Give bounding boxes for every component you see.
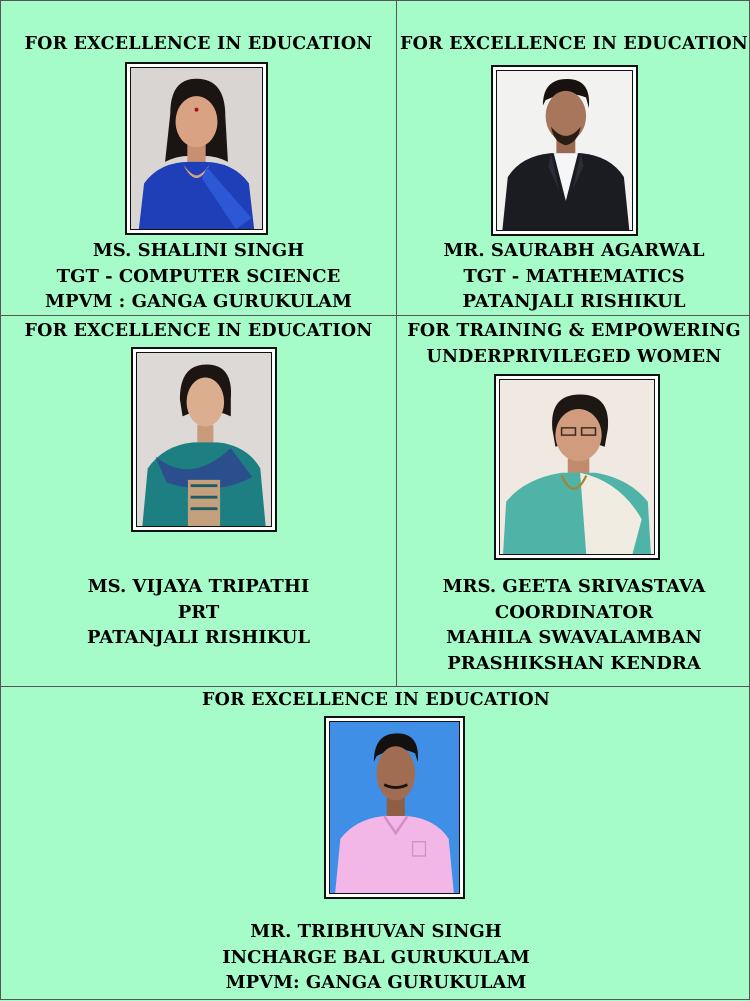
awardee-details	[397, 238, 750, 315]
awardee-institution: PATANJALI RISHIKUL	[86, 627, 311, 648]
award-card-shalini-singh	[1, 1, 397, 316]
award-card-vijaya-tripathi	[1, 316, 397, 687]
awardee-role: INCHARGE BAL GURUKULAM	[222, 946, 530, 968]
award-card-geeta-srivastava	[397, 316, 750, 687]
awardee-role: PRT	[177, 601, 220, 623]
awardee-details	[1, 238, 396, 315]
award-heading-line: FOR EXCELLENCE IN EDUCATION	[400, 34, 748, 54]
awardee-details	[1, 574, 396, 651]
portrait-man-dark-suit-icon	[496, 70, 633, 231]
awardee-institution: PATANJALI RISHIKUL	[462, 291, 686, 312]
awardee-name: MS. SHALINI SINGH	[92, 240, 305, 261]
portrait-photo	[125, 62, 268, 235]
award-heading	[1, 687, 750, 713]
award-heading-line: UNDERPRIVILEGED WOMEN	[426, 347, 722, 367]
award-heading	[1, 318, 396, 344]
portrait-man-pink-shirt-icon	[329, 721, 460, 894]
awardee-institution: MAHILA SWAVALAMBAN	[446, 627, 702, 648]
award-heading-line: FOR EXCELLENCE IN EDUCATION	[24, 34, 373, 54]
award-heading-line: FOR EXCELLENCE IN EDUCATION	[24, 321, 373, 341]
awardee-role: COORDINATOR	[494, 601, 654, 623]
awardee-name: MR. TRIBHUVAN SINGH	[250, 921, 502, 942]
awardee-institution: MPVM : GANGA GURUKULAM	[45, 291, 352, 312]
awardee-institution: MPVM: GANGA GURUKULAM	[225, 972, 527, 993]
portrait-photo	[491, 65, 638, 236]
portrait-woman-cream-saree-icon	[499, 379, 655, 555]
awardee-role: TGT - MATHEMATICS	[463, 265, 685, 287]
award-heading	[1, 31, 396, 57]
portrait-photo	[324, 716, 465, 899]
award-heading	[397, 318, 750, 370]
award-heading	[397, 31, 750, 57]
awardee-institution: PRASHIKSHAN KENDRA	[447, 652, 701, 674]
award-card-saurabh-agarwal	[397, 1, 750, 316]
portrait-woman-teal-dupatta-icon	[136, 352, 272, 527]
awardee-role: TGT - COMPUTER SCIENCE	[56, 265, 341, 287]
award-heading-line: FOR EXCELLENCE IN EDUCATION	[202, 690, 550, 710]
awardee-name: MS. VIJAYA TRIPATHI	[87, 576, 310, 597]
award-card-tribhuvan-singh	[1, 687, 750, 1001]
portrait-woman-blue-saree-icon	[130, 67, 263, 230]
awardee-name: MRS. GEETA SRIVASTAVA	[442, 576, 706, 597]
awardee-details	[397, 574, 750, 676]
awardee-details	[1, 919, 750, 996]
awardee-name: MR. SAURABH AGARWAL	[443, 240, 705, 261]
portrait-photo	[131, 347, 277, 532]
award-heading-line: FOR TRAINING & EMPOWERING	[407, 321, 741, 341]
portrait-photo	[494, 374, 660, 560]
